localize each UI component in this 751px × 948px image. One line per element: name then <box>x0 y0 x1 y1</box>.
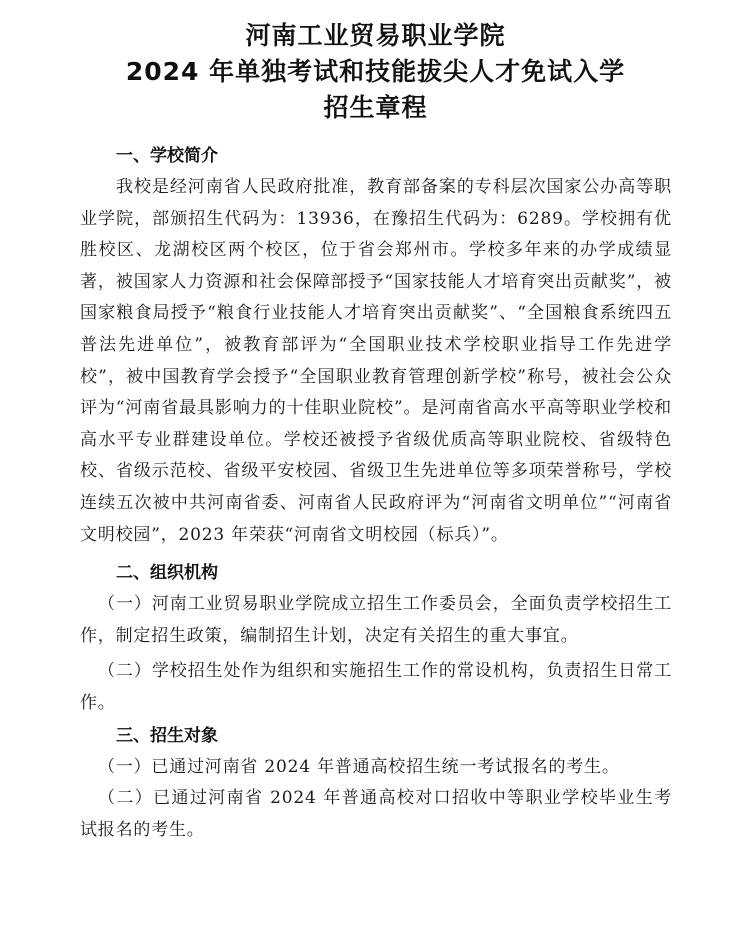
section-heading: 一、学校简介 <box>116 146 218 166</box>
section-organization <box>80 557 672 719</box>
paragraph: （二）已通过河南省 2024 年普通高校对口招收中等职业学校毕业生考试报名的考生。 <box>80 788 672 840</box>
document-title <box>0 18 751 126</box>
paragraph: （一）已通过河南省 2024 年普通高校招生统一考试报名的考生。 <box>98 756 620 777</box>
section-school-intro <box>80 140 672 551</box>
paragraph: （一）河南工业贸易职业学院成立招生工作委员会，全面负责学校招生工作，制定招生政策，编制招生计划，决定有关招生的重大事宜。 <box>80 594 672 646</box>
paragraph: （二）学校招生处作为组织和实施招生工作的常设机构，负责招生日常工作。 <box>80 661 672 713</box>
document-body <box>80 140 672 846</box>
section-heading: 二、组织机构 <box>116 563 218 584</box>
title-line-2: 2024 年单独考试和技能拔尖人才免试入学 <box>125 57 626 86</box>
section-admission-targets <box>80 720 672 847</box>
title-line-3: 招生章程 <box>323 93 428 122</box>
section-heading: 三、招生对象 <box>116 725 218 746</box>
paragraph: 我校是经河南省人民政府批准，教育部备案的专科层次国家公办高等职业学院，部颁招生代码为：13936，在豫招生代码为：6289。学校拥有优胜校区、龙湖校区两个校区，位于省会郑州市。学校多年来的办学成绩显著，被国家人力资源和社会保障部授予“国家技能人才培育突出贡献奖”，被国家粮食局授予“粮食行业技能人才培育突出贡献奖”、“全国粮食系统四五普法先进单位”，被教育部评为“全国职业技术学校职业指导工作先进学校”，被中国教育学会授予“全国职业教育管理创新学校”称号，被社会公众评为“河南省最具影响力的十佳职业院校”。是河南省高水平高等职业学校和高水平专业群建设单位。学校还被授予省级优质高等职业院校、省级特色校、省级示范校、省级平安校园、省级卫生先进单位等多项荣誉称号，学校连续五次被中共河南省委、河南省人民政府评为“河南省文明单位”“河南省文明校园”，2023 年荣获“河南省文明校园（标兵）”。 <box>80 177 672 545</box>
title-line-1: 河南工业贸易职业学院 <box>245 21 506 50</box>
